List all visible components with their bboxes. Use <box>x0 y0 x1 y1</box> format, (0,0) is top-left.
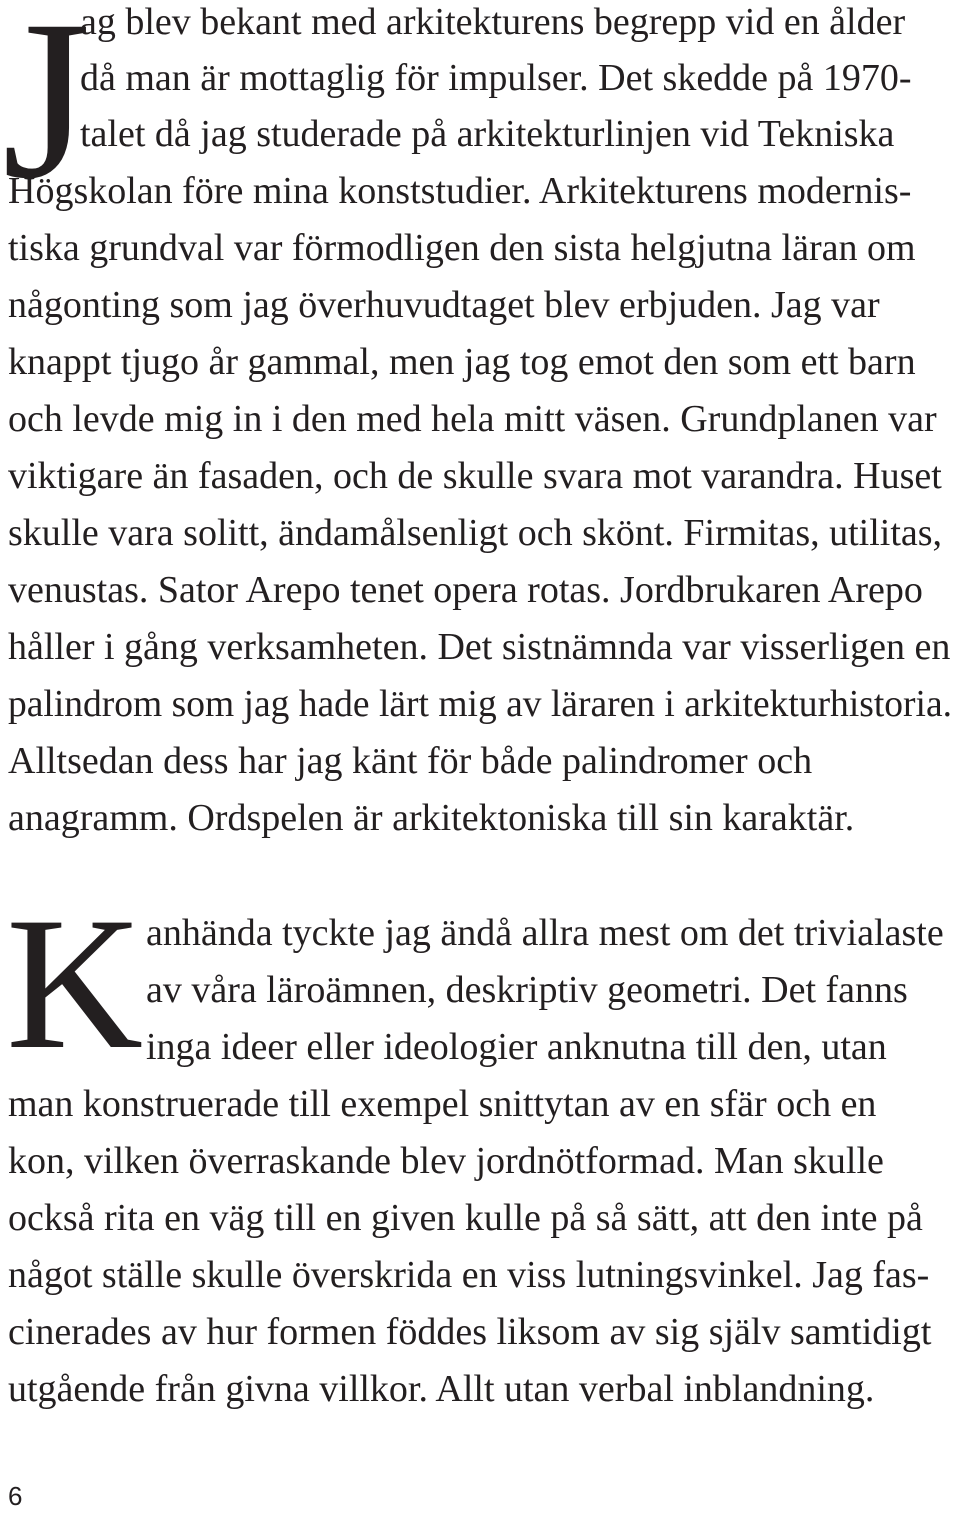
text-line: knappt tjugo år gammal, men jag tog emot den som ett barn <box>8 341 916 383</box>
text-line: håller i gång verksamheten. Det sistnämnda var visserligen en <box>8 626 951 668</box>
text-line: och levde mig in i den med hela mitt väsen. Grundplanen var <box>8 398 937 440</box>
text-line: något ställe skulle överskrida en viss lutningsvinkel. Jag fas- <box>8 1254 930 1296</box>
text-line: cinerades av hur formen föddes liksom av sig själv samtidigt <box>8 1311 932 1353</box>
text-line: inga ideer eller ideologier anknutna till den, utan <box>146 1026 887 1068</box>
text-line: skulle vara solitt, ändamålsenligt och skönt. Firmitas, utilitas, <box>8 512 943 554</box>
text-line: anagramm. Ordspelen är arkitektoniska till sin karaktär. <box>8 797 855 839</box>
text-line: utgående från givna villkor. Allt utan verbal inblandning. <box>8 1368 875 1410</box>
text-line: venustas. Sator Arepo tenet opera rotas. Jordbrukaren Arepo <box>8 569 923 611</box>
text-line: palindrom som jag hade lärt mig av läraren i arkitekturhistoria. <box>8 683 952 725</box>
page-number: 6 <box>8 1481 23 1511</box>
text-line: talet då jag studerade på arkitekturlinjen vid Tekniska <box>80 113 895 155</box>
drop-cap: J <box>2 0 91 226</box>
text-line: man konstruerade till exempel snittytan av en sfär och en <box>8 1083 877 1125</box>
text-line: Alltsedan dess har jag känt för både palindromer och <box>8 740 813 782</box>
text-line: av våra läroämnen, deskriptiv geometri. Det fanns <box>146 969 908 1011</box>
text-line: också rita en väg till en given kulle på så sätt, att den inte på <box>8 1197 923 1239</box>
text-line: Högskolan före mina konststudier. Arkitekturens modernis- <box>8 170 912 212</box>
text-line: ag blev bekant med arkitekturens begrepp vid en ålder <box>80 1 906 43</box>
text-line: anhända tyckte jag ändå allra mest om det trivialaste <box>146 912 944 954</box>
text-line: kon, vilken överraskande blev jordnötformad. Man skulle <box>8 1140 884 1182</box>
text-line: då man är mottaglig för impulser. Det skedde på 1970- <box>80 57 912 99</box>
drop-cap: K <box>6 879 144 1089</box>
text-line: viktigare än fasaden, och de skulle svara mot varandra. Huset <box>8 455 942 497</box>
text-line: tiska grundval var förmodligen den sista helgjutna läran om <box>8 227 916 269</box>
text-line: någonting som jag överhuvudtaget blev erbjuden. Jag var <box>8 284 880 326</box>
